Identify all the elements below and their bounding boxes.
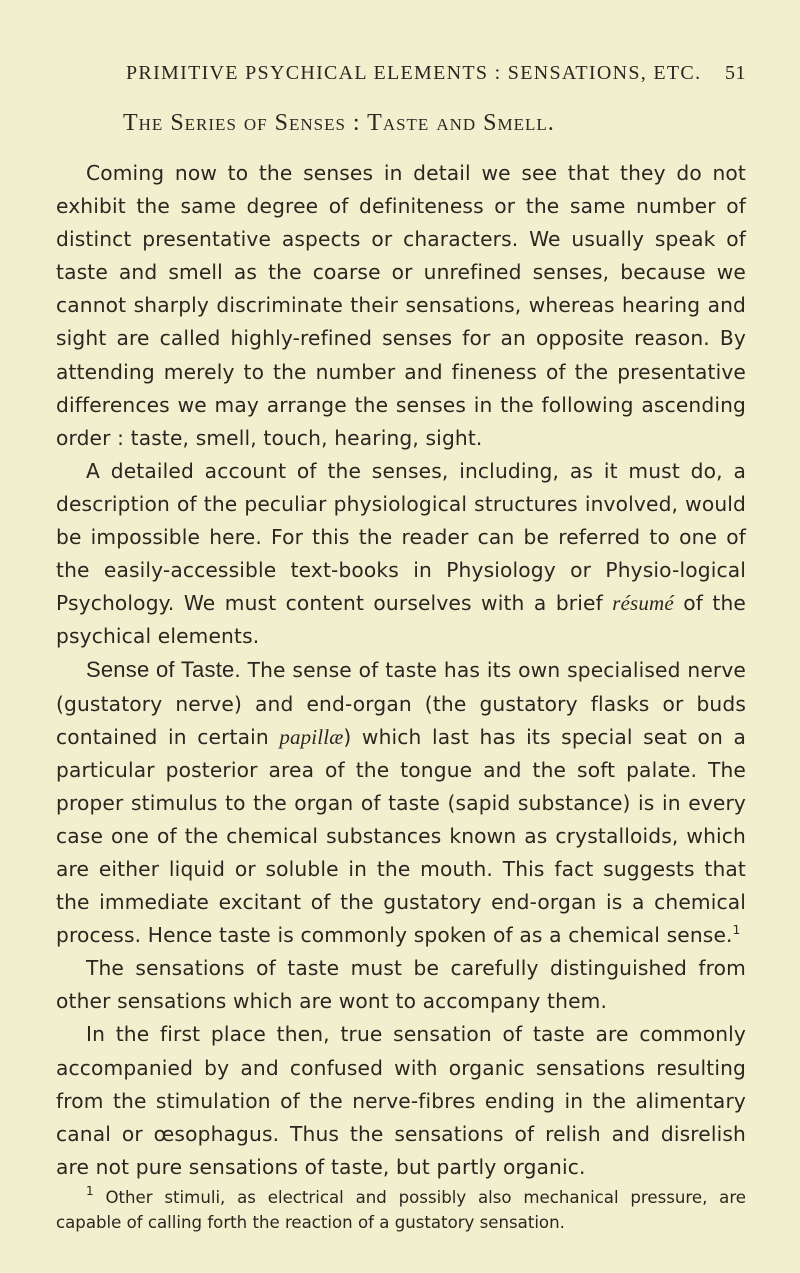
footnote-reference[interactable]: 1 [732, 923, 741, 938]
resume-italic: résumé [612, 591, 674, 616]
paragraph-4: The sensations of taste must be carefully distinguished from other sensations which are wont to accompany them. [56, 956, 746, 1014]
footnote-text: Other stimuli, as electrical and possibly also mechanical pressure, are capable of calling forth the reaction of a gustatory sensation. [56, 1188, 746, 1232]
papillae-italic: papillæ [279, 724, 344, 749]
paragraph-3 [56, 653, 746, 952]
body-text [56, 157, 746, 1184]
section-title: The Series of Senses : Taste and Smell. [123, 110, 555, 136]
running-header [126, 62, 746, 85]
paragraph-1: Coming now to the senses in detail we see that they do not exhibit the same degree of definiteness or the same number of distinct presentative aspects or characters. We usually speak of taste and smell as the coarse or unrefined senses, because we cannot sharply discriminate their sensations, whereas hearing and sight are called highly-refined senses for an opposite reason. By attending merely to the number and fineness of the presentative differences we may arrange the senses in the following ascending order : taste, smell, touch, hearing, sight. [56, 161, 746, 450]
paragraph-2-text-b: of the psychical elements. [56, 591, 746, 649]
footnote-paragraph [56, 1185, 746, 1235]
page-number: 51 [725, 62, 746, 84]
paragraph-3-text-a: The sense of taste has its own specialised nerve (gustatory nerve) and end-organ (the gustatory flasks or buds contained in certain [56, 658, 747, 749]
paragraph-2-text-a: A detailed account of the senses, including, as it must do, a description of the peculiar physiological structures involved, would be impossible here. For this the reader can be referred to one of the easily-accessible text-books in Physiology or Physio-logical Psychology. We must content ourselves with a brief [56, 458, 746, 616]
footnote-marker: 1 [86, 1184, 94, 1198]
footnote [56, 1185, 746, 1235]
paragraph-5: In the first place then, true sensation of taste are commonly accompanied by and confused with organic sensations resulting from the stimulation of the nerve-fibres ending in the alimentary canal or œsophagus. Thus the sensations of relish and disrelish are not pure sensations of taste, but partly organic. [56, 1022, 746, 1179]
sense-of-taste-heading: Sense of Taste. [86, 657, 241, 683]
paragraph-3-text-b: ) which last has its special seat on a particular posterior area of the tongue and the soft palate. The proper stimulus to the organ of taste (sapid substance) is in every case one of the chemical substances known as crystalloids, which are either liquid or soluble in the mouth. This fact suggests that the immediate excitant of the gustatory end-organ is a chemical process. Hence taste is commonly spoken of as a chemical sense. [56, 724, 746, 948]
running-title: PRIMITIVE PSYCHICAL ELEMENTS : SENSATIONS, ETC. [126, 62, 702, 84]
paragraph-2 [56, 455, 746, 654]
